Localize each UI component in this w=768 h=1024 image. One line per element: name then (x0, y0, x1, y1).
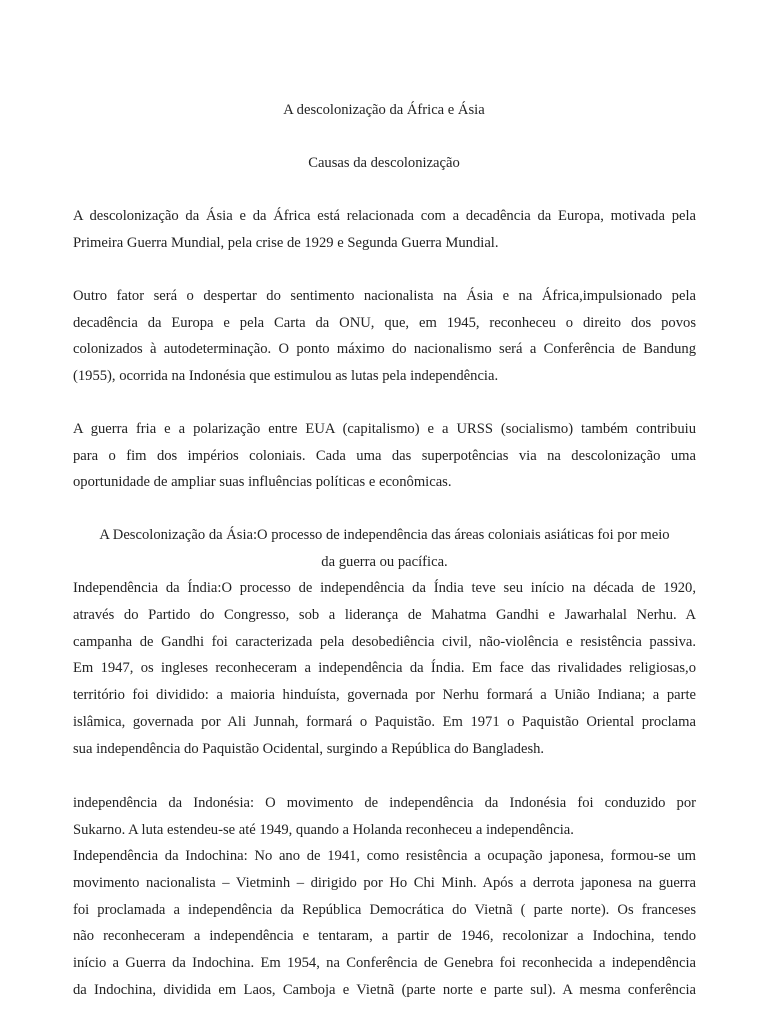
paragraph-line: início a Guerra da Indochina. Em 1954, na Conferência de Genebra foi reconhecida a independência (73, 955, 696, 972)
paragraph-line: (1955), ocorrida na Indonésia que estimulou as lutas pela independência. (73, 368, 499, 385)
paragraph-line: Sukarno. A luta estendeu-se até 1949, quando a Holanda reconheceu a independência. (73, 821, 574, 838)
paragraph-line: decadência da Europa e pela Carta da ONU, que, em 1945, reconheceu o direito dos povos (73, 314, 696, 331)
paragraph-line: Primeira Guerra Mundial, pela crise de 1929 e Segunda Guerra Mundial. (73, 234, 499, 251)
paragraph-line: campanha de Gandhi foi caracterizada pela desobediência civil, não-violência e resistência passiva. (73, 633, 696, 650)
paragraph-line: oportunidade de ampliar suas influências políticas e econômicas. (73, 474, 452, 491)
paragraph-line: sua independência do Paquistão Ocidental, surgindo a República do Bangladesh. (73, 740, 545, 757)
paragraph-line: A Descolonização da Ásia:O processo de independência das áreas coloniais asiáticas foi por meio (99, 527, 670, 543)
paragraph-line: A guerra fria e a polarização entre EUA (capitalismo) e a URSS (socialismo) também contribuiu (73, 421, 696, 437)
paragraph-cold-war (73, 416, 696, 496)
paragraph-indonesia-indochina (73, 790, 696, 1004)
paragraph-line: através do Partido do Congresso, sob a liderança de Mahatma Gandhi e Jawarhalal Nerhu. A (73, 607, 696, 624)
paragraph-line: movimento nacionalista – Vietminh – dirigido por Ho Chi Minh. Após a derrota japonesa na guerra (73, 875, 696, 892)
document-title: A descolonização da África e Ásia (283, 102, 485, 118)
paragraph-line: da guerra ou pacífica. (321, 553, 448, 570)
paragraph-line: Independência da Indochina: No ano de 1941, como resistência a ocupação japonesa, formou-se um (73, 848, 696, 865)
paragraph-line: não reconheceram a independência e tentaram, a partir de 1946, recolonizar a Indochina, tendo (73, 928, 696, 945)
paragraph-line: independência da Indonésia: O movimento de independência da Indonésia foi conduzido por (73, 795, 696, 811)
section-heading-causes: Causas da descolonização (308, 155, 460, 171)
paragraph-line: foi proclamada a independência da República Democrática do Vietnã ( parte norte). Os franceses (73, 901, 696, 918)
paragraph-line: território foi dividido: a maioria hinduísta, governada por Nerhu formará a União Indiana; a parte (73, 687, 696, 704)
paragraph-asia-decolonization-heading (73, 522, 696, 762)
paragraph-line: para o fim dos impérios coloniais. Cada uma das superpotências via na descolonização uma (73, 447, 696, 464)
paragraph-nationalism (73, 283, 696, 390)
paragraph-line: da Indochina, dividida em Laos, Camboja e Vietnã (parte norte e parte sul). A mesma conferência (73, 981, 696, 998)
paragraph-line: Independência da Índia:O processo de independência da Índia teve seu início na década de 1920, (73, 580, 696, 597)
paragraph-line: Outro fator será o despertar do sentimento nacionalista na Ásia e na África,impulsionado pela (73, 288, 696, 304)
paragraph-line: Em 1947, os ingleses reconheceram a independência da Índia. Em face das rivalidades religiosas,o (73, 660, 696, 677)
paragraph-line: islâmica, governada por Ali Junnah, formará o Paquistão. Em 1971 o Paquistão Oriental proclama (73, 713, 696, 730)
paragraph-line: colonizados à autodeterminação. O ponto máximo do nacionalismo será a Conferência de Bandung (73, 341, 696, 358)
paragraph-decadence-europe (73, 203, 696, 256)
paragraph-line: A descolonização da Ásia e da África está relacionada com a decadência da Europa, motivada pela (73, 208, 696, 224)
